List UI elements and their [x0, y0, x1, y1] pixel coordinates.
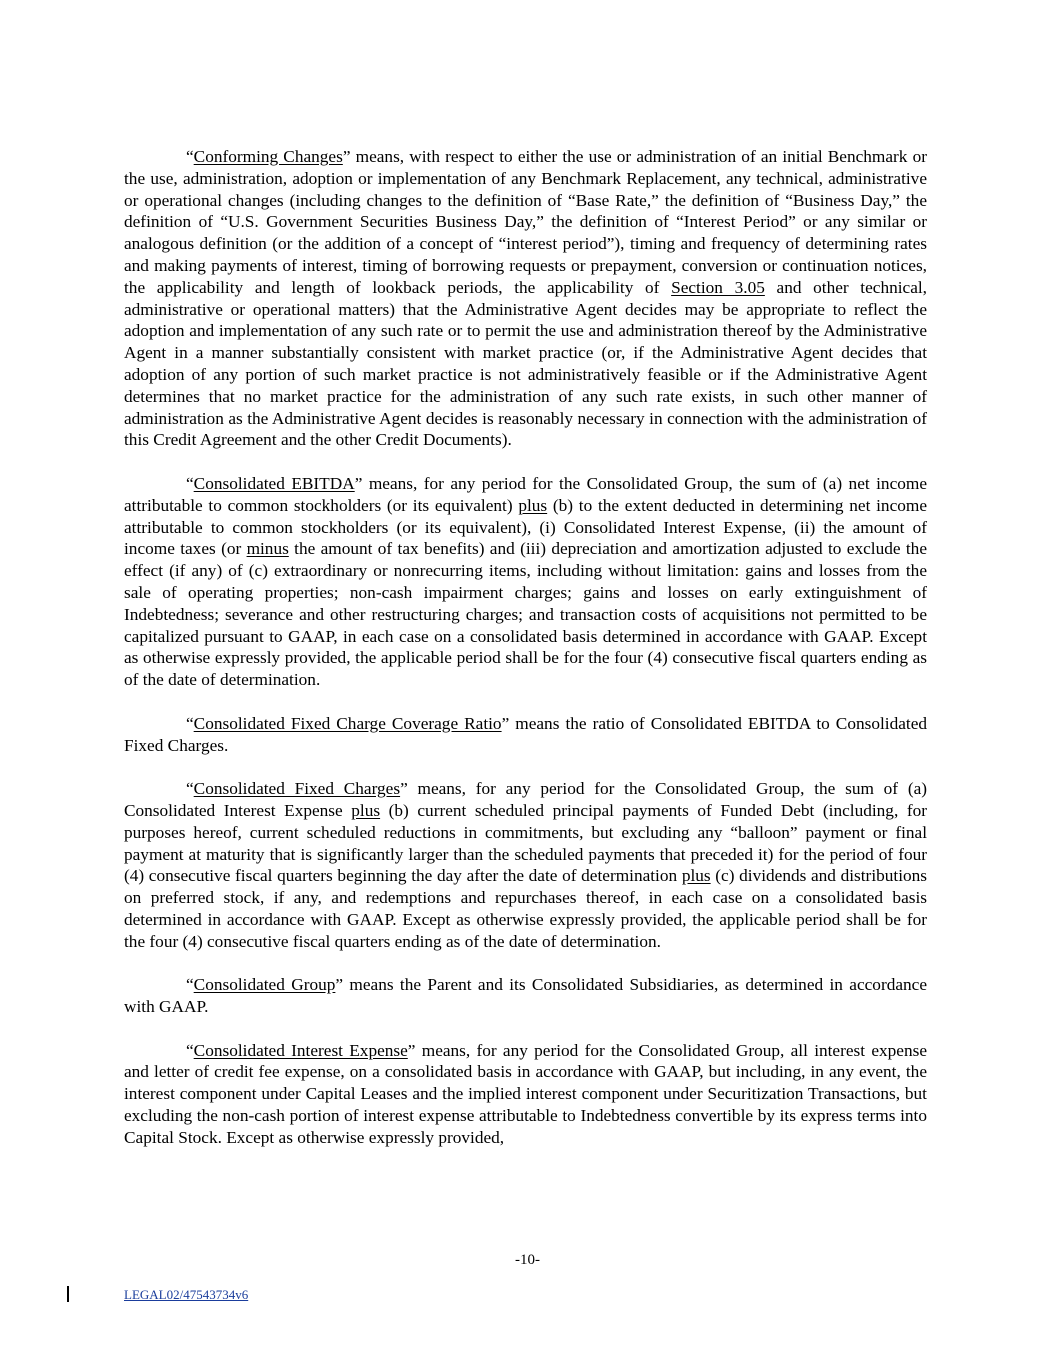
definition-text: ” means the ratio of Consolidated EBITDA to Consolidated Fixed Charges.: [124, 713, 927, 755]
underlined-word: plus: [518, 495, 548, 515]
defined-term: Consolidated Interest Expense: [193, 1040, 408, 1060]
definition-conforming-changes: [124, 146, 927, 451]
definition-consolidated-interest-expense: [124, 1040, 927, 1149]
page-number: -10-: [515, 1252, 540, 1268]
defined-term: Consolidated Fixed Charge Coverage Ratio: [193, 713, 502, 733]
open-quote: “: [186, 147, 194, 166]
section-reference: Section 3.05: [671, 277, 765, 297]
open-quote: “: [186, 779, 194, 799]
definition-text: (b) to the extent deducted in determining net income attributable to common stockholders (or its equivalent), (i) Consolidated Interest Expense, (ii) the amount of income taxes (or: [124, 495, 927, 559]
defined-term: Consolidated Group: [193, 975, 336, 995]
definition-text: (c) dividends and distributions on preferred stock, if any, and redemptions and repurchases thereof, in each case on a consolidated basis determined in accordance with GAAP. Except as otherwise expressly provided, the applicable period shall be for the four (4) consecutive fiscal quarters ending as of the date of determination.: [124, 866, 928, 951]
definition-text: ” means, with respect to either the use or administration of an initial Benchmark or the use, administration, adoption or implementation of any Benchmark Replacement, any technical, administrative or operational changes (including changes to the definition of “Base Rate,” the definition of “Business Day,” the definition of “U.S. Government Securities Business Day,” the definition of “Interest Period” or any similar or analogous definition (or the addition of a concept of “interest period”), timing and frequency of determining rates and making payments of interest, timing of borrowing requests or prepayment, conversion or continuation notices, the applicability and length of lookback periods, the applicability of: [124, 147, 927, 297]
definition-consolidated-group: [124, 974, 927, 1018]
definition-text: and other technical, administrative or operational matters) that the Administrative Agent decides may be appropriate to reflect the adoption and implementation of any such rate or to permit the use and administration thereof by the Administrative Agent in a manner substantially consistent with market practice (or, if the Administrative Agent decides that adoption of any portion of such market practice is not administratively feasible or if the Administrative Agent determines that no market practice for the administration of any such rate exists, in such other manner of administration as the Administrative Agent decides is reasonably necessary in connection with the administration of this Credit Agreement and the other Credit Documents).: [124, 277, 927, 450]
definition-text: the amount of tax benefits) and (iii) depreciation and amortization adjusted to exclude the effect (if any) of (c) extraordinary or nonrecurring items, including without limitation: gains and losses from the sale of operating properties; non-cash impairment charges; gains and losses on early extinguishment of Indebtedness; severance and other restructuring charges; and transaction costs of acquisitions not permitted to be capitalized pursuant to GAAP, in each case on a consolidated basis determined in accordance with GAAP. Except as otherwise expressly provided, the applicable period shall be for the four (4) consecutive fiscal quarters ending as of the date of determination.: [124, 539, 927, 690]
document-body: [124, 146, 927, 1170]
defined-term: Conforming Changes: [193, 147, 343, 166]
open-quote: “: [186, 713, 194, 733]
revision-bar: [67, 1286, 69, 1302]
open-quote: “: [186, 473, 194, 493]
open-quote: “: [186, 975, 194, 995]
underlined-word: minus: [246, 539, 289, 559]
underlined-word: plus: [681, 866, 711, 886]
document-id-link[interactable]: LEGAL02/47543734v6: [124, 1287, 249, 1302]
definition-text: (b) current scheduled principal payments of Funded Debt (including, for purposes hereof, current scheduled reductions in commitments, but excluding any “balloon” payment or final payment at maturity that is significantly larger than the scheduled payments that preceded it) for the period of four (4) consecutive fiscal quarters beginning the day after the date of determination: [124, 800, 927, 886]
underlined-word: plus: [351, 800, 381, 820]
definition-text: ” means, for any period for the Consolidated Group, the sum of (a) Consolidated Interest Expense: [124, 779, 927, 820]
defined-term: Consolidated Fixed Charges: [193, 779, 401, 799]
open-quote: “: [186, 1040, 194, 1060]
definition-text: ” means, for any period for the Consolidated Group, the sum of (a) net income attributable to common stockholders (or its equivalent): [124, 473, 927, 515]
definition-consolidated-fixed-charges: [124, 778, 927, 952]
defined-term: Consolidated EBITDA: [193, 473, 355, 493]
definition-consolidated-ebitda: [124, 473, 927, 691]
definition-text: ” means, for any period for the Consolidated Group, all interest expense and letter of credit fee expense, on a consolidated basis in accordance with GAAP, but including, in any event, the interest component under Capital Leases and the implied interest component under Securitization Transactions, but excluding the non-cash portion of interest expense attributable to Indebtedness convertible by its express terms into Capital Stock. Except as otherwise expressly provided,: [124, 1040, 927, 1147]
definition-consolidated-fixed-charge-coverage-ratio: [124, 713, 927, 757]
definition-text: ” means the Parent and its Consolidated Subsidiaries, as determined in accordance with GAAP.: [124, 975, 927, 1017]
